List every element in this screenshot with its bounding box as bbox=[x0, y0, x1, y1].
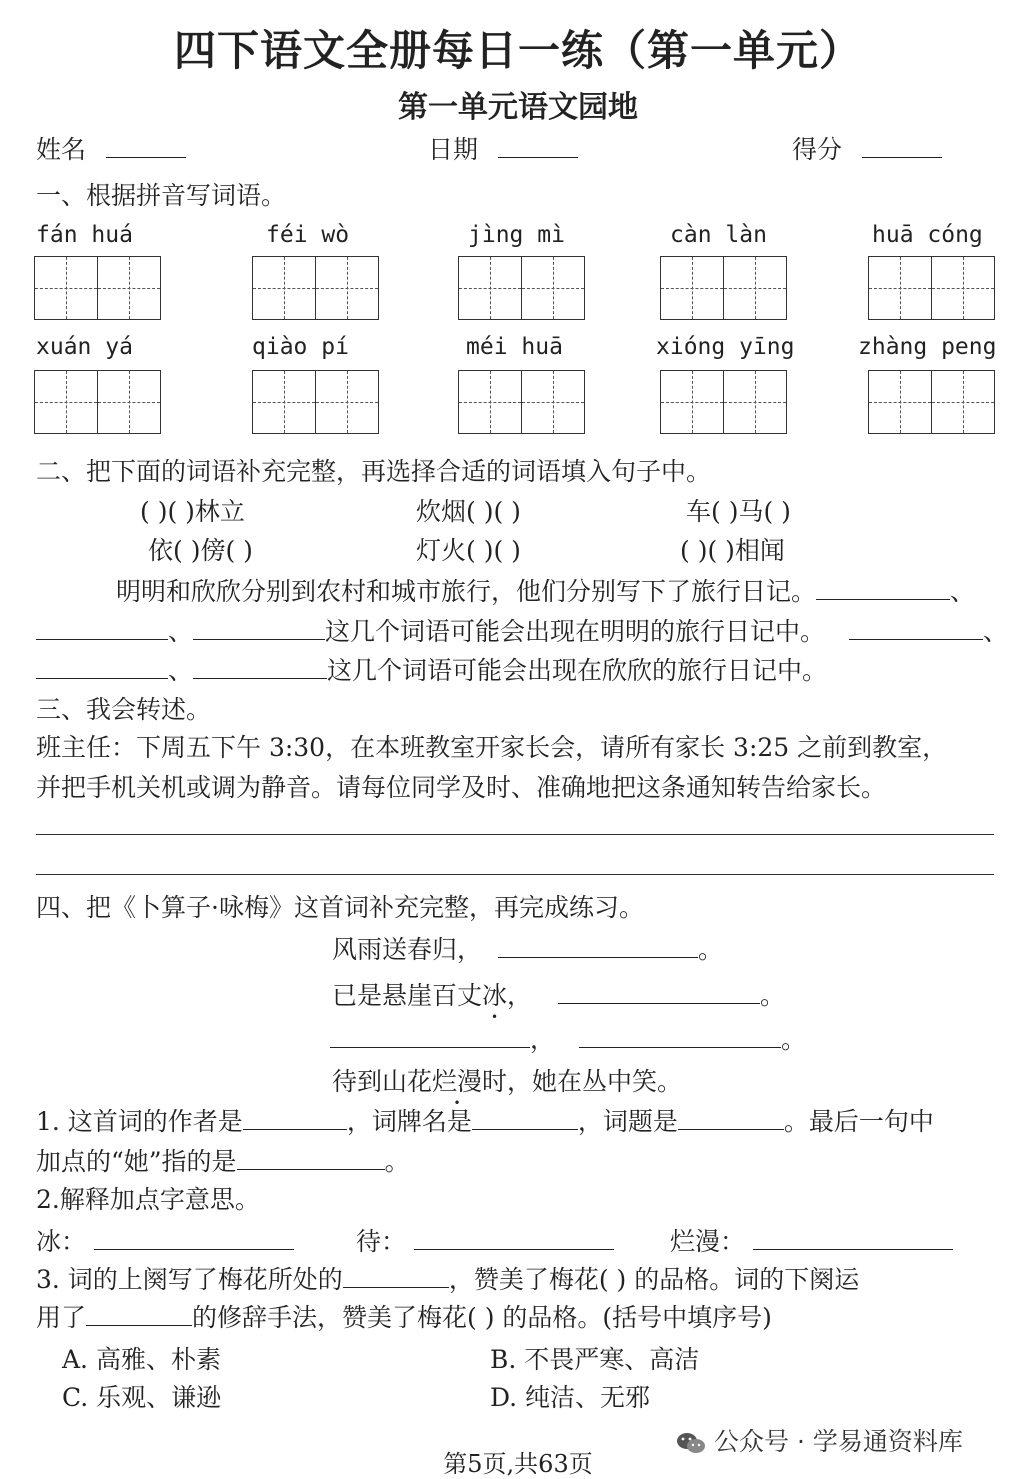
pinyin-6: xuán yá bbox=[36, 334, 133, 360]
q2-para1-text: 明明和欣欣分别到农村和城市旅行，他们分别写下了旅行日记。 bbox=[116, 577, 817, 606]
q2-para3-text: 这几个词语可能会出现在欣欣的旅行日记中。 bbox=[327, 656, 828, 685]
explain-lanman bbox=[670, 1222, 953, 1258]
pinyin-8: méi huā bbox=[466, 334, 563, 360]
q2-para2-text: 这几个词语可能会出现在明明的旅行日记中。 bbox=[325, 617, 826, 646]
q4-s1-cipai-label: ，词牌名是 bbox=[346, 1107, 472, 1136]
q2-sep-4: 、 bbox=[168, 656, 194, 685]
name-label: 姓名 bbox=[36, 135, 87, 164]
pinyin-5: huā cóng bbox=[872, 222, 983, 248]
pinyin-1: fán huá bbox=[36, 222, 133, 248]
answer-line-2[interactable] bbox=[36, 874, 994, 875]
q2-blank-5[interactable] bbox=[36, 656, 168, 679]
poem-period-3: 。 bbox=[781, 1025, 807, 1054]
char-box-2[interactable] bbox=[252, 256, 379, 320]
q2-blank-3[interactable] bbox=[193, 617, 325, 640]
q4-s3-text-a: 3. 词的上阕写了梅花所处的 bbox=[36, 1265, 343, 1294]
char-box-10[interactable] bbox=[868, 370, 995, 434]
poem-line-1 bbox=[332, 930, 723, 966]
option-a[interactable]: A. 高雅、朴素 bbox=[62, 1345, 221, 1374]
q3-notice-line-2: 并把手机关机或调为静音。请每位同学及时、准确地把这条通知转告给家长。 bbox=[36, 773, 887, 802]
option-c[interactable]: C. 乐观、谦逊 bbox=[62, 1383, 222, 1412]
q4-sub1-line2 bbox=[36, 1142, 410, 1178]
author-blank[interactable] bbox=[243, 1107, 347, 1130]
q4-s3-text-b: ，赞美了梅花( ) 的品格。词的下阕运 bbox=[448, 1265, 860, 1294]
explain-lanman-label: 烂漫： bbox=[670, 1227, 746, 1256]
score-blank[interactable] bbox=[862, 135, 942, 158]
poem-blank-2[interactable] bbox=[558, 981, 760, 1004]
char-box-9[interactable] bbox=[660, 370, 787, 434]
explain-dai-blank[interactable] bbox=[414, 1227, 614, 1250]
q1-heading: 一、根据拼音写词语。 bbox=[36, 181, 287, 210]
char-box-1[interactable] bbox=[34, 256, 161, 320]
poem-line-3 bbox=[330, 1020, 806, 1056]
q2-paragraph-2 bbox=[36, 612, 1008, 648]
page-title: 四下语文全册每日一练（第一单元） bbox=[173, 26, 862, 75]
q2-sep-3: 、 bbox=[983, 617, 1009, 646]
poem-comma-2: ， bbox=[507, 981, 533, 1010]
explain-bing-label: 冰： bbox=[36, 1227, 87, 1256]
pinyin-7: qiào pí bbox=[252, 334, 349, 360]
q4-s1-she-label: 加点的“她”指的是 bbox=[36, 1147, 237, 1176]
idiom-2[interactable]: 炊烟( )( ) bbox=[416, 497, 521, 526]
q4-s1-title-label: ，词题是 bbox=[577, 1107, 678, 1136]
q4-heading: 四、把《卜算子·咏梅》这首词补充完整，再完成练习。 bbox=[36, 893, 644, 922]
poem-comma-3: ， bbox=[530, 1025, 556, 1054]
poem-line-2 bbox=[332, 976, 785, 1012]
poem-line-4-text-b: 时，她在丛中笑。 bbox=[482, 1067, 683, 1096]
char-box-5[interactable] bbox=[868, 256, 995, 320]
answer-line-1[interactable] bbox=[36, 834, 994, 835]
poem-period-2: 。 bbox=[760, 981, 786, 1010]
q2-sep-2: 、 bbox=[168, 617, 194, 646]
char-box-8[interactable] bbox=[458, 370, 585, 434]
she-blank[interactable] bbox=[237, 1147, 385, 1170]
q3-heading: 三、我会转述。 bbox=[36, 695, 212, 724]
date-field bbox=[428, 130, 578, 166]
q4-sub3-line2 bbox=[36, 1298, 772, 1334]
poem-line-4-text-a: 待到山花 bbox=[332, 1067, 433, 1096]
idiom-1[interactable]: ( )( )林立 bbox=[140, 497, 245, 526]
q2-blank-2[interactable] bbox=[36, 617, 168, 640]
pinyin-10: zhàng peng bbox=[858, 334, 997, 360]
name-blank[interactable] bbox=[106, 135, 186, 158]
pinyin-9: xióng yīng bbox=[656, 334, 795, 360]
score-label: 得分 bbox=[792, 135, 843, 164]
explain-lanman-blank[interactable] bbox=[753, 1227, 953, 1250]
q4-s1-author-label: 1. 这首词的作者是 bbox=[36, 1107, 243, 1136]
idiom-5[interactable]: 灯火( )( ) bbox=[416, 536, 521, 565]
pinyin-4: càn làn bbox=[670, 222, 767, 248]
explain-dai-label: 待： bbox=[356, 1227, 407, 1256]
char-box-6[interactable] bbox=[34, 370, 161, 434]
poem-period-1: 。 bbox=[698, 935, 724, 964]
rhetoric-blank[interactable] bbox=[86, 1303, 192, 1326]
page-number: 第5页,共63页 bbox=[443, 1450, 593, 1478]
poem-blank-1[interactable] bbox=[498, 935, 698, 958]
explain-bing-blank[interactable] bbox=[94, 1227, 294, 1250]
char-box-3[interactable] bbox=[458, 256, 585, 320]
pinyin-2: féi wò bbox=[266, 222, 350, 248]
pinyin-3: jìng mì bbox=[468, 222, 565, 248]
q4-s3-text-c: 用了 bbox=[36, 1303, 87, 1332]
q4-s1-tail: 。最后一句中 bbox=[783, 1107, 934, 1136]
name-field bbox=[36, 130, 186, 166]
q2-blank-1[interactable] bbox=[816, 577, 950, 600]
q4-sub3-line1 bbox=[36, 1260, 859, 1296]
option-d[interactable]: D. 纯洁、无邪 bbox=[490, 1383, 651, 1412]
q2-blank-4[interactable] bbox=[849, 617, 983, 640]
q4-sub1-line1 bbox=[36, 1102, 934, 1138]
title-blank[interactable] bbox=[678, 1107, 784, 1130]
q2-heading: 二、把下面的词语补充完整，再选择合适的词语填入句子中。 bbox=[36, 457, 712, 486]
explain-bing bbox=[36, 1222, 294, 1258]
dotted-word-lanman: 烂漫 bbox=[432, 1067, 483, 1096]
watermark-text: 公众号 · 学易通资料库 bbox=[714, 1427, 963, 1456]
date-blank[interactable] bbox=[498, 135, 578, 158]
q3-notice-line-1: 班主任：下周五下午 3:30，在本班教室开家长会，请所有家长 3:25 之前到教室， bbox=[36, 733, 948, 762]
option-b[interactable]: B. 不畏严寒、高洁 bbox=[490, 1345, 700, 1374]
score-field bbox=[792, 130, 942, 166]
idiom-3[interactable]: 车( )马( ) bbox=[686, 497, 791, 526]
explain-dai bbox=[356, 1222, 614, 1258]
poem-line-1-text: 风雨送春归， bbox=[332, 935, 483, 964]
poem-line-2-text: 已是悬崖百丈 bbox=[332, 981, 483, 1010]
poem-line-4 bbox=[332, 1062, 682, 1098]
idiom-6[interactable]: ( )( )相闻 bbox=[680, 536, 785, 565]
page-subtitle: 第一单元语文园地 bbox=[398, 90, 638, 125]
q2-paragraph-1 bbox=[116, 572, 975, 608]
poem-blank-4[interactable] bbox=[579, 1025, 781, 1048]
char-box-7[interactable] bbox=[252, 370, 379, 434]
q4-s1-period: 。 bbox=[384, 1147, 410, 1176]
idiom-4[interactable]: 依( )傍( ) bbox=[148, 536, 253, 565]
q4-sub2-heading: 2.解释加点字意思。 bbox=[36, 1185, 260, 1214]
char-box-4[interactable] bbox=[660, 256, 787, 320]
q2-blank-6[interactable] bbox=[193, 656, 327, 679]
poem-blank-3[interactable] bbox=[330, 1025, 530, 1048]
environment-blank[interactable] bbox=[343, 1265, 449, 1288]
q4-s3-text-d: 的修辞手法，赞美了梅花( ) 的品格。(括号中填序号) bbox=[192, 1303, 772, 1332]
date-label: 日期 bbox=[428, 135, 479, 164]
q2-sep-1: 、 bbox=[950, 577, 976, 606]
dotted-char-bing: 冰 bbox=[482, 981, 508, 1010]
q2-paragraph-3 bbox=[36, 651, 827, 687]
cipai-blank[interactable] bbox=[472, 1107, 578, 1130]
